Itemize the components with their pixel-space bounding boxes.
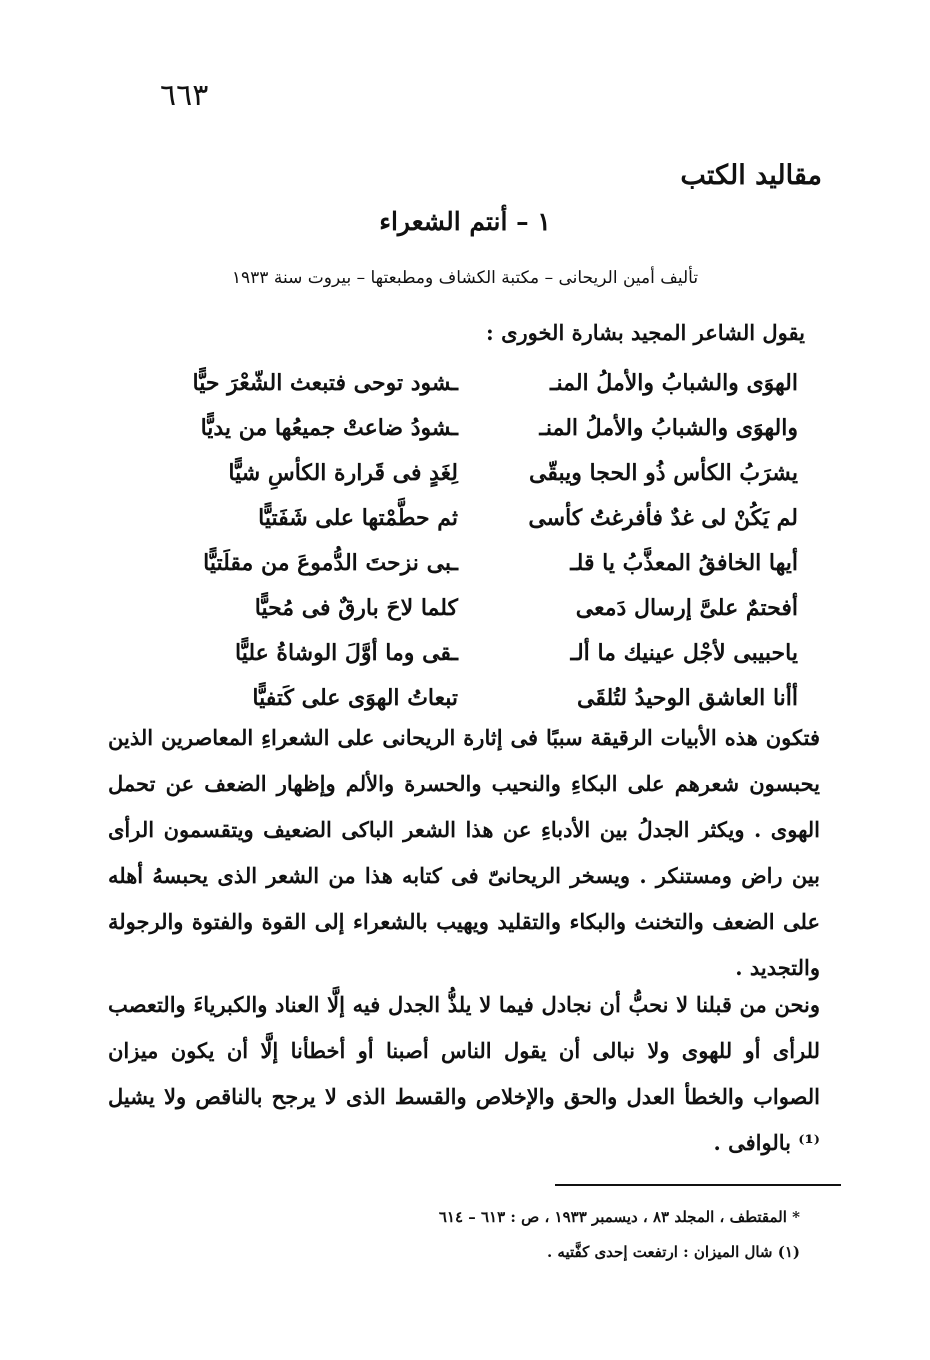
verse-first-hemistich: الهوَى والشبابُ والأملُ المنـ bbox=[550, 369, 798, 396]
page-number: ٦٦٣ bbox=[160, 78, 209, 113]
review-title: ١ – أنتم الشعراء bbox=[379, 207, 551, 236]
verse-first-hemistich: أأنا العاشق الوحيدُ لتُلقَى bbox=[577, 684, 798, 711]
verse-first-hemistich: أفحتمٌ علىَّ إرسال دَمعى bbox=[575, 594, 798, 621]
verse-second-hemistich: ـشودُ ضاعتْ جميعُها من يديًّا bbox=[200, 414, 458, 441]
verse-second-hemistich: لِغَدٍ فى قَرارة الكأسِ شيًّا bbox=[228, 459, 458, 486]
verse-second-hemistich: تبعاتُ الهوَى على كَتفيًّا bbox=[252, 684, 458, 711]
source-footnote: * المقتطف ، المجلد ٨٣ ، ديسمبر ١٩٣٣ ، ص : ٦١٣ – ٦١٤ bbox=[438, 1208, 800, 1226]
footnote-1: (١) شال الميزان : ارتفعت إحدى كفَّتيه . bbox=[546, 1243, 800, 1261]
verse-first-hemistich: أيها الخافقُ المعذَّبُ يا قلـ bbox=[570, 549, 798, 576]
book-info: تأليف أمين الريحانى – مكتبة الكشاف ومطبعتها – بيروت سنة ١٩٣٣ bbox=[231, 268, 699, 288]
body-paragraph-2: ونحن من قبلنا لا نحبُّ أن نجادل فيما لا يلذُّ الجدل فيه إلَّا العناد والكبرياءَ والتعصب للرأى أو للهوى ولا نبالى أن يقول الناس أصبنا أو أخطأنا إلَّا أن يكون ميزان الصواب والخطأ العدل والحق والإخلاص والقسط الذى لا يرجح بالناقص ولا يشيل ⁽¹⁾ بالوافى . bbox=[108, 992, 820, 1155]
verse-second-hemistich: كلما لاحَ بارقٌ فى مُحيًّا bbox=[254, 594, 458, 621]
poem-verse bbox=[168, 675, 798, 720]
section-title: مقاليد الكتب bbox=[680, 160, 822, 191]
verse-first-hemistich: والهوَى والشبابُ والأملُ المنـ bbox=[539, 414, 798, 441]
poem-verse bbox=[168, 540, 798, 585]
verse-first-hemistich: يشرَبُ الكأس ذُو الحجا ويبقّى bbox=[529, 459, 798, 486]
poem-verse bbox=[168, 405, 798, 450]
poem bbox=[168, 360, 798, 720]
poem-verse bbox=[168, 360, 798, 405]
intro-line: يقول الشاعر المجيد بشارة الخورى : bbox=[486, 320, 805, 345]
verse-second-hemistich: ـقى وما أوَّلَ الوشاةُ عليًّا bbox=[235, 639, 458, 666]
verse-first-hemistich: لم يَكُنْ لى غدٌ فأفرغتُ كأسى bbox=[528, 504, 798, 531]
verse-first-hemistich: ياحبيبى لأجْل عينيك ما ألـ bbox=[570, 639, 798, 666]
verse-second-hemistich: ـبى نزحتَ الدُّموعَ من مقلَتيًّا bbox=[203, 549, 458, 576]
poem-verse bbox=[168, 450, 798, 495]
verse-second-hemistich: ـشود توحى فتبعث الشّعْرَ حيًّا bbox=[192, 369, 458, 396]
poem-verse bbox=[168, 630, 798, 675]
footnote-divider bbox=[555, 1184, 841, 1186]
poem-verse bbox=[168, 585, 798, 630]
verse-second-hemistich: ثم حطَّمْتها على شَفَتيًّا bbox=[258, 504, 458, 531]
poem-verse bbox=[168, 495, 798, 540]
body-paragraph-1: فتكون هذه الأبيات الرقيقة سببًا فى إثارة الريحانى على الشعراءِ المعاصرين الذين يحبسون شعرهم على البكاءِ والنحيب والحسرة والألم وإظهار الضعف عن تحمل الهوى . ويكثر الجدلُ بين الأدباءِ عن هذا الشعر الباكى الضعيف ويتقسمون الرأى بين راض ومستنكر . ويسخر الريحانىّ فى كتابه هذا من الشعر الذى يحبسهُ أهله على الضعف والتخنث والبكاء والتقليد ويهيب بالشعراء إلى القوة والفتوة والرجولة والتجديد . bbox=[108, 725, 820, 980]
